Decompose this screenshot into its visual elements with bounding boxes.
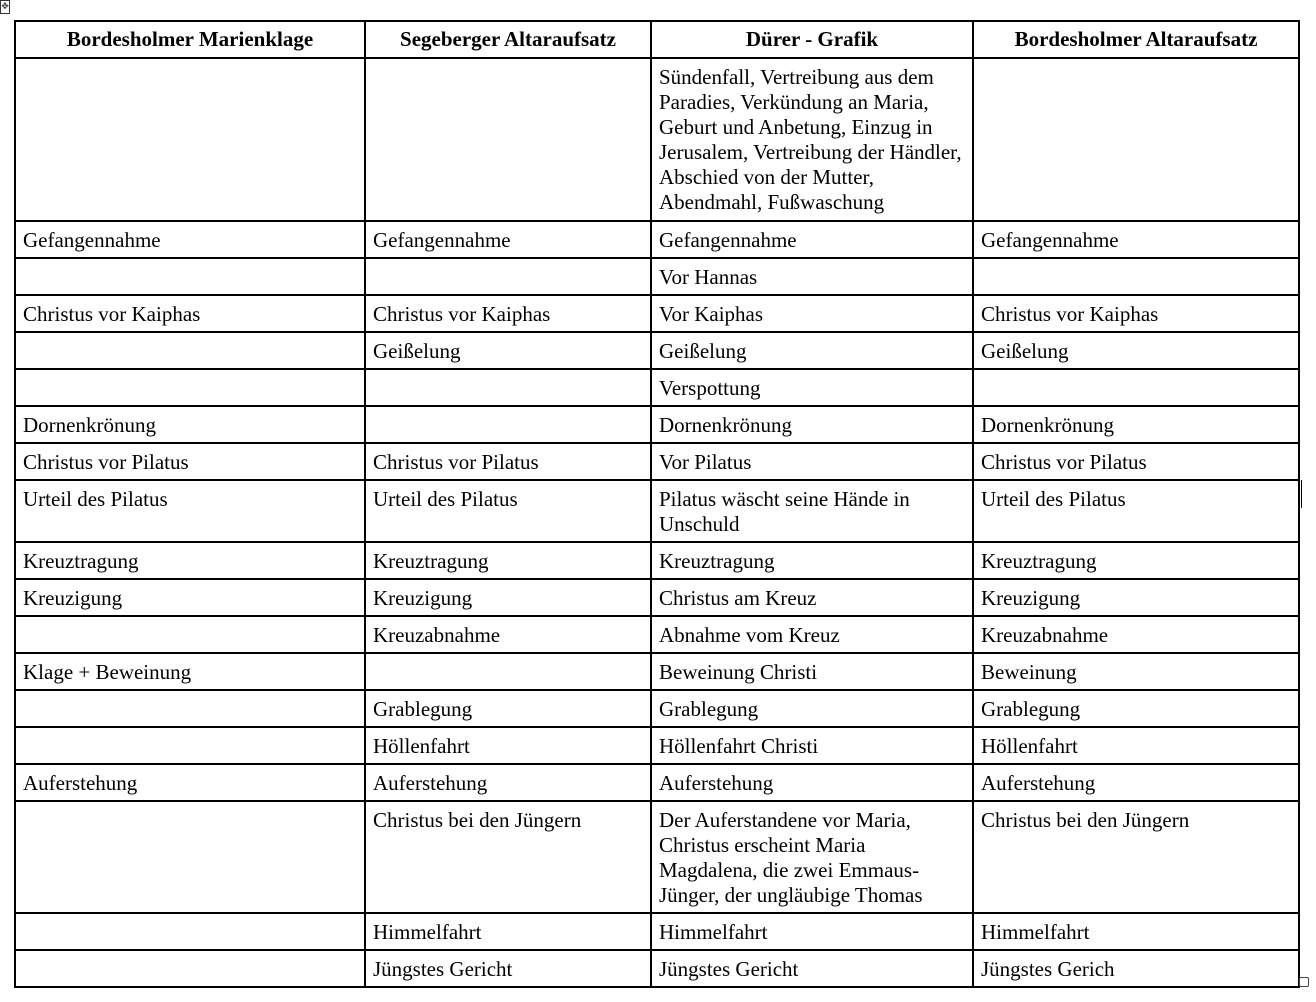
table-row <box>15 801 1299 913</box>
table-cell[interactable]: Der Auferstandene vor Maria, Christus erscheint Maria Magdalena, die zwei Emmaus-Jünger, der ungläubige Thomas <box>651 801 973 913</box>
table-cell[interactable]: Grablegung <box>365 690 651 727</box>
table-cell[interactable]: Abnahme vom Kreuz <box>651 616 973 653</box>
table-cell[interactable] <box>15 332 365 369</box>
header-bordesholmer-altaraufsatz: Bordesholmer Altaraufsatz <box>973 21 1299 58</box>
table-cell[interactable]: Jüngstes Gerich <box>973 950 1299 987</box>
table-cell[interactable] <box>365 369 651 406</box>
table-cell[interactable]: Christus vor Kaiphas <box>973 295 1299 332</box>
table-row <box>15 258 1299 295</box>
table-cell[interactable] <box>365 653 651 690</box>
table-cell[interactable]: Pilatus wäscht seine Hände in Unschuld <box>651 480 973 542</box>
table-cell[interactable]: Dornenkrönung <box>973 406 1299 443</box>
table-cell[interactable] <box>973 369 1299 406</box>
table-row <box>15 332 1299 369</box>
table-cell[interactable]: Auferstehung <box>973 764 1299 801</box>
header-duerer-grafik: Dürer - Grafik <box>651 21 973 58</box>
table-row <box>15 653 1299 690</box>
table-row <box>15 579 1299 616</box>
table-row <box>15 950 1299 987</box>
table-row <box>15 369 1299 406</box>
table-cell[interactable]: Vor Hannas <box>651 258 973 295</box>
table-cell[interactable]: Urteil des Pilatus <box>365 480 651 542</box>
table-row <box>15 542 1299 579</box>
table-cell[interactable]: Sündenfall, Vertreibung aus dem Paradies, Verkündung an Maria, Geburt und Anbetung, Einzug in Jerusalem, Vertreibung der Händler, Abschied von der Mutter, Abendmahl, Fußwaschung <box>651 58 973 221</box>
table-row <box>15 690 1299 727</box>
table-move-handle-icon[interactable]: ✥ <box>1 2 9 12</box>
table-cell[interactable]: Christus vor Kaiphas <box>15 295 365 332</box>
table-cell[interactable]: Vor Kaiphas <box>651 295 973 332</box>
table-cell[interactable]: Grablegung <box>973 690 1299 727</box>
table-cell[interactable]: Kreuzabnahme <box>365 616 651 653</box>
table-cell[interactable]: Kreuzigung <box>15 579 365 616</box>
table-header-row <box>15 21 1299 58</box>
table-cell[interactable]: Christus bei den Jüngern <box>365 801 651 913</box>
table-cell[interactable] <box>365 406 651 443</box>
text-cursor <box>1301 480 1302 508</box>
table-row <box>15 913 1299 950</box>
table-cell[interactable]: Kreuzigung <box>365 579 651 616</box>
table-row <box>15 616 1299 653</box>
passion-comparison-table <box>14 20 1300 988</box>
header-bordesholmer-marienklage: Bordesholmer Marienklage <box>15 21 365 58</box>
table-cell[interactable]: Christus vor Kaiphas <box>365 295 651 332</box>
table-cell[interactable]: Geißelung <box>651 332 973 369</box>
table-cell[interactable] <box>973 58 1299 221</box>
table-cell[interactable]: Gefangennahme <box>973 221 1299 258</box>
table-cell[interactable]: Himmelfahrt <box>651 913 973 950</box>
table-cell[interactable]: Himmelfahrt <box>365 913 651 950</box>
table-cell[interactable]: Grablegung <box>651 690 973 727</box>
table-cell[interactable] <box>15 727 365 764</box>
header-segeberger-altaraufsatz: Segeberger Altaraufsatz <box>365 21 651 58</box>
table-cell[interactable] <box>15 616 365 653</box>
table-cell[interactable]: Christus vor Pilatus <box>15 443 365 480</box>
table-row <box>15 58 1299 221</box>
table-cell[interactable]: Höllenfahrt <box>365 727 651 764</box>
table-cell[interactable]: Klage + Beweinung <box>15 653 365 690</box>
table-cell[interactable]: Gefangennahme <box>651 221 973 258</box>
table-cell[interactable]: Höllenfahrt <box>973 727 1299 764</box>
table-cell[interactable]: Urteil des Pilatus <box>973 480 1299 542</box>
table-row <box>15 480 1299 542</box>
table-cell[interactable] <box>15 801 365 913</box>
table-cell[interactable]: Gefangennahme <box>15 221 365 258</box>
table-cell[interactable]: Jüngstes Gericht <box>365 950 651 987</box>
table-cell[interactable]: Kreuztragung <box>15 542 365 579</box>
table-cell[interactable]: Urteil des Pilatus <box>15 480 365 542</box>
table-cell[interactable]: Auferstehung <box>15 764 365 801</box>
table-cell[interactable] <box>15 369 365 406</box>
table-row <box>15 727 1299 764</box>
table-cell[interactable]: Kreuztragung <box>973 542 1299 579</box>
table-cell[interactable] <box>365 58 651 221</box>
table-cell[interactable]: Christus vor Pilatus <box>973 443 1299 480</box>
table-cell[interactable]: Geißelung <box>365 332 651 369</box>
table-row <box>15 406 1299 443</box>
table-cell[interactable]: Beweinung Christi <box>651 653 973 690</box>
table-row <box>15 443 1299 480</box>
table-cell[interactable]: Höllenfahrt Christi <box>651 727 973 764</box>
table-cell[interactable] <box>15 258 365 295</box>
table-cell[interactable]: Christus am Kreuz <box>651 579 973 616</box>
table-cell[interactable]: Verspottung <box>651 369 973 406</box>
table-cell[interactable]: Kreuztragung <box>365 542 651 579</box>
table-cell[interactable]: Beweinung <box>973 653 1299 690</box>
table-cell[interactable] <box>365 258 651 295</box>
table-cell[interactable]: Dornenkrönung <box>15 406 365 443</box>
table-cell[interactable]: Geißelung <box>973 332 1299 369</box>
table-row <box>15 295 1299 332</box>
table-resize-handle-icon[interactable] <box>1299 977 1309 987</box>
table-cell[interactable]: Gefangennahme <box>365 221 651 258</box>
table-cell[interactable] <box>15 913 365 950</box>
table-cell[interactable] <box>973 258 1299 295</box>
table-cell[interactable]: Kreuztragung <box>651 542 973 579</box>
table-row <box>15 764 1299 801</box>
table-cell[interactable]: Christus vor Pilatus <box>365 443 651 480</box>
table-cell[interactable]: Dornenkrönung <box>651 406 973 443</box>
table-cell[interactable]: Auferstehung <box>651 764 973 801</box>
table-row <box>15 221 1299 258</box>
table-cell[interactable]: Christus bei den Jüngern <box>973 801 1299 913</box>
table-cell[interactable]: Kreuzabnahme <box>973 616 1299 653</box>
table-cell[interactable] <box>15 690 365 727</box>
table-cell[interactable]: Himmelfahrt <box>973 913 1299 950</box>
table-cell[interactable]: Jüngstes Gericht <box>651 950 973 987</box>
table-cell[interactable] <box>15 58 365 221</box>
table-cell[interactable]: Auferstehung <box>365 764 651 801</box>
table-cell[interactable]: Kreuzigung <box>973 579 1299 616</box>
table-cell[interactable]: Vor Pilatus <box>651 443 973 480</box>
table-cell[interactable] <box>15 950 365 987</box>
